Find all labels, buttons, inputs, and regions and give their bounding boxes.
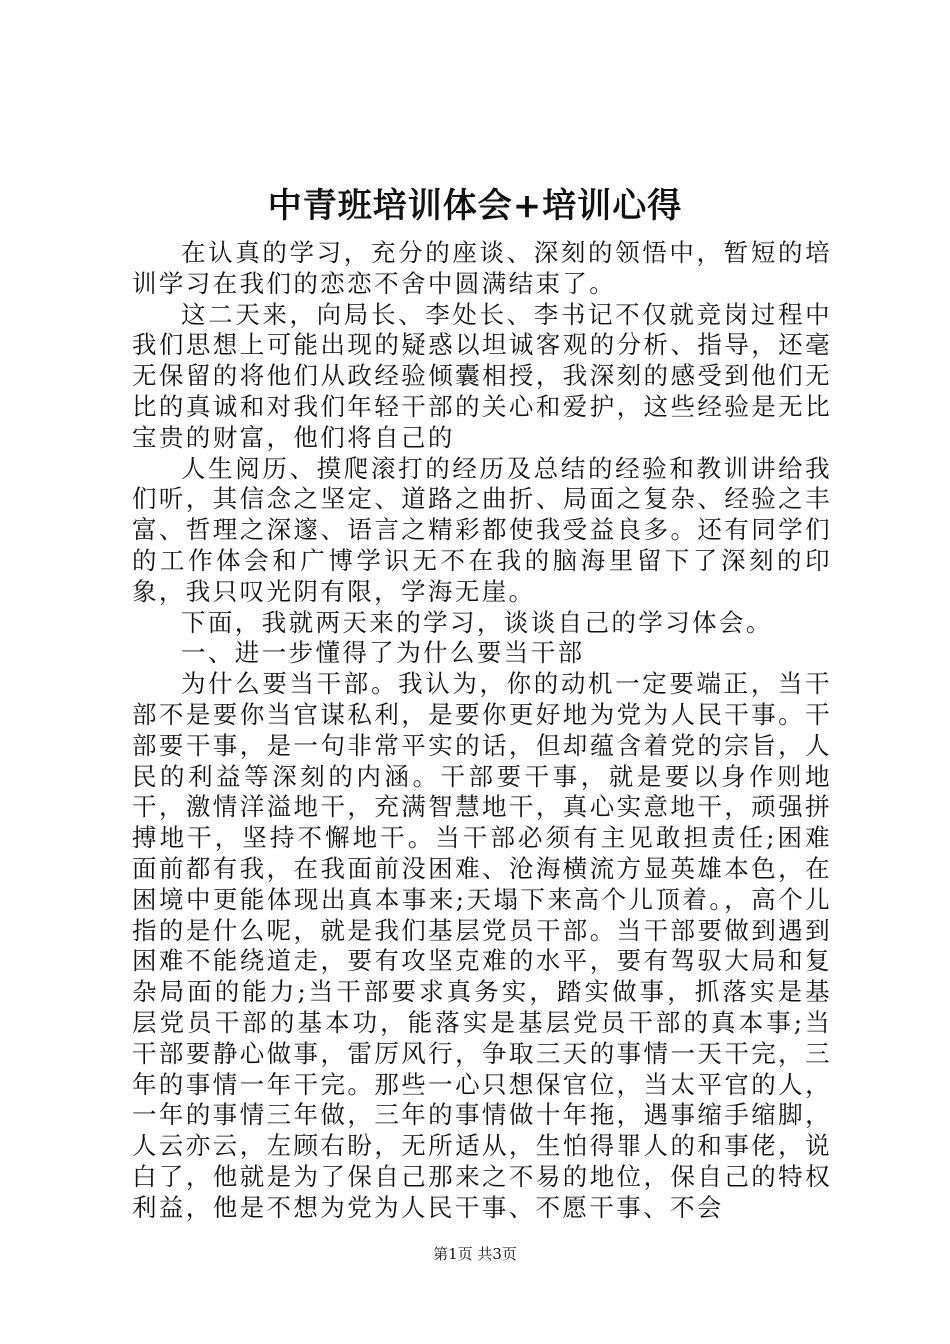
section-heading: 一、进一步懂得了为什么要当干部 (181, 638, 585, 668)
page-number-footer: 第1页 共3页 (433, 1245, 517, 1263)
document-title: 中青班培训体会+培训心得 (267, 186, 683, 226)
paragraph: 下面，我就两天来的学习，谈谈自己的学习体会。 (181, 607, 773, 637)
paragraph: 在认真的学习，充分的座谈、深刻的领悟中，暂短的培训学习在我们的恋恋不舍中圆满结束了。 (132, 238, 832, 298)
document-body (132, 238, 832, 1224)
paragraph: 人生阅历、摸爬滚打的经历及总结的经验和教训讲给我们听，其信念之坚定、道路之曲折、局面之复杂、经验之丰富、哲理之深邃、语言之精彩都使我受益良多。还有同学们的工作体会和广博学识无不在我的脑海里留下了深刻的印象，我只叹光阴有限，学海无崖。 (132, 453, 832, 606)
paragraph: 这二天来，向局长、李处长、李书记不仅就竞岗过程中我们思想上可能出现的疑惑以坦诚客观的分析、指导，还毫无保留的将他们从政经验倾囊相授，我深刻的感受到他们无比的真诚和对我们年轻干部的关心和爱护，这些经验是无比宝贵的财富，他们将自己的 (132, 299, 832, 452)
paragraph: 为什么要当干部。我认为，你的动机一定要端正，当干部不是要你当官谋私利，是要你更好地为党为人民干事。干部要干事，是一句非常平实的话，但却蕴含着党的宗旨，人民的利益等深刻的内涵。干部要干事，就是要以身作则地干，激情洋溢地干，充满智慧地干，真心实意地干，顽强拼搏地干，坚持不懈地干。当干部必须有主见敢担责任;困难面前都有我，在我面前没困难、沧海横流方显英雄本色，在困境中更能体现出真本事来;天塌下来高个儿顶着。，高个儿指的是什么呢，就是我们基层党员干部。当干部要做到遇到困难不能绕道走，要有攻坚克难的水平，要有驾驭大局和复杂局面的能力;当干部要求真务实，踏实做事，抓落实是基层党员干部的基本功，能落实是基层党员干部的真本事;当干部要静心做事，雷厉风行，争取三天的事情一天干完，三年的事情一年干完。那些一心只想保官位，当太平官的人，一年的事情三年做，三年的事情做十年拖，遇事缩手缩脚，人云亦云，左顾右盼，无所适从，生怕得罪人的和事佬，说白了，他就是为了保自己那来之不易的地位，保自己的特权利益，他是不想为党为人民干事、不愿干事、不会 (132, 669, 832, 1222)
